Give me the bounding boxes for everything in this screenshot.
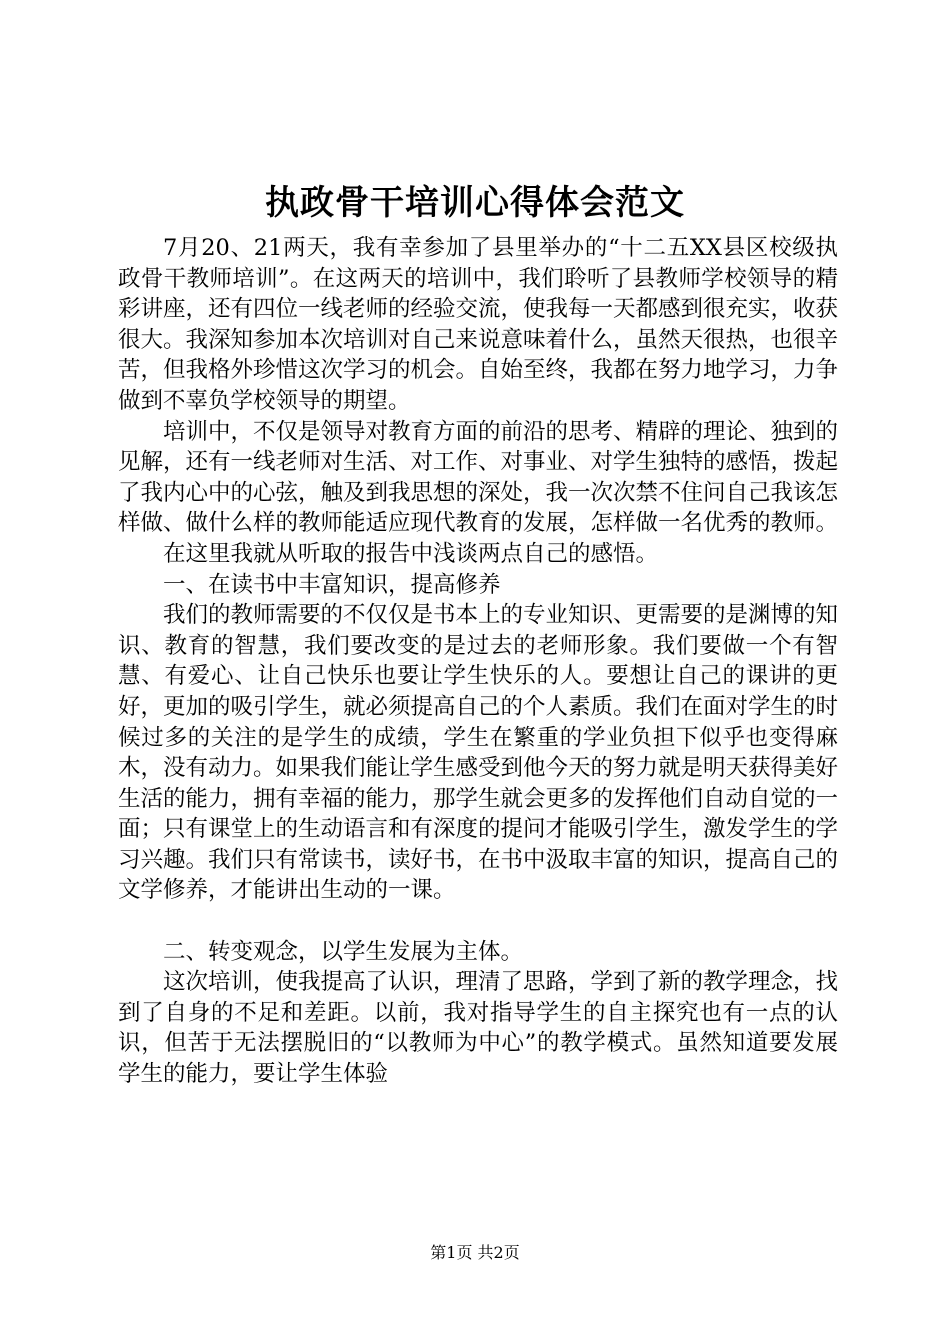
paragraph-intro: 7月20、21两天，我有幸参加了县里举办的“十二五XX县区校级执政骨干教师培训”。在这两天的培训中，我们聆听了县教师学校领导的精彩讲座，还有四位一线老师的经验交流，使我每一天都感到很充实，收获很大。我深知参加本次培训对自己来说意味着什么，虽然天很热，也很辛苦，但我格外珍惜这次学习的机会。自始至终，我都在努力地学习，力争做到不辜负学校领导的期望。: [118, 235, 839, 414]
paragraph-transition: 在这里我就从听取的报告中浅谈两点自己的感悟。: [163, 540, 659, 567]
section-heading-2: 二、转变观念，以学生发展为主体。: [163, 938, 524, 965]
paragraph-concept-change: 这次培训，使我提高了认识，理清了思路，学到了新的教学理念，找到了自身的不足和差距。以前，我对指导学生的自主探究也有一点的认识，但苦于无法摆脱旧的“以教师为中心”的教学模式。虽然知道要发展学生的能力，要让学生体验: [118, 969, 839, 1088]
paragraph-reading: 我们的教师需要的不仅仅是书本上的专业知识、更需要的是渊博的知识、教育的智慧，我们要改变的是过去的老师形象。我们要做一个有智慧、有爱心、让自己快乐也要让学生快乐的人。要想让自己的课讲的更好，更加的吸引学生，就必须提高自己的个人素质。我们在面对学生的时候过多的关注的是学生的成绩，学生在繁重的学业负担下似乎也变得麻木，没有动力。如果我们能让学生感受到他今天的努力就是明天获得美好生活的能力，拥有幸福的能力，那学生就会更多的发挥他们自动自觉的一面；只有课堂上的生动语言和有深度的提问才能吸引学生，激发学生的学习兴趣。我们只有常读书，读好书，在书中汲取丰富的知识，提高自己的文学修养，才能讲出生动的一课。: [118, 602, 839, 904]
section-heading-1: 一、在读书中丰富知识，提高修养: [163, 571, 501, 598]
blank-line: [118, 906, 838, 937]
paragraph-training-insights: 培训中，不仅是领导对教育方面的前沿的思考、精辟的理论、独到的见解，还有一线老师对生活、对工作、对事业、对学生独特的感悟，拨起了我内心中的心弦，触及到我思想的深处，我一次次禁不住问自己我该怎样做、做什么样的教师能适应现代教育的发展，怎样做一名优秀的教师。: [118, 418, 839, 537]
page-footer: 第1页 共2页: [430, 1243, 520, 1262]
document-title: 执政骨干培训心得体会范文: [265, 183, 685, 223]
document-body: [118, 233, 838, 1090]
